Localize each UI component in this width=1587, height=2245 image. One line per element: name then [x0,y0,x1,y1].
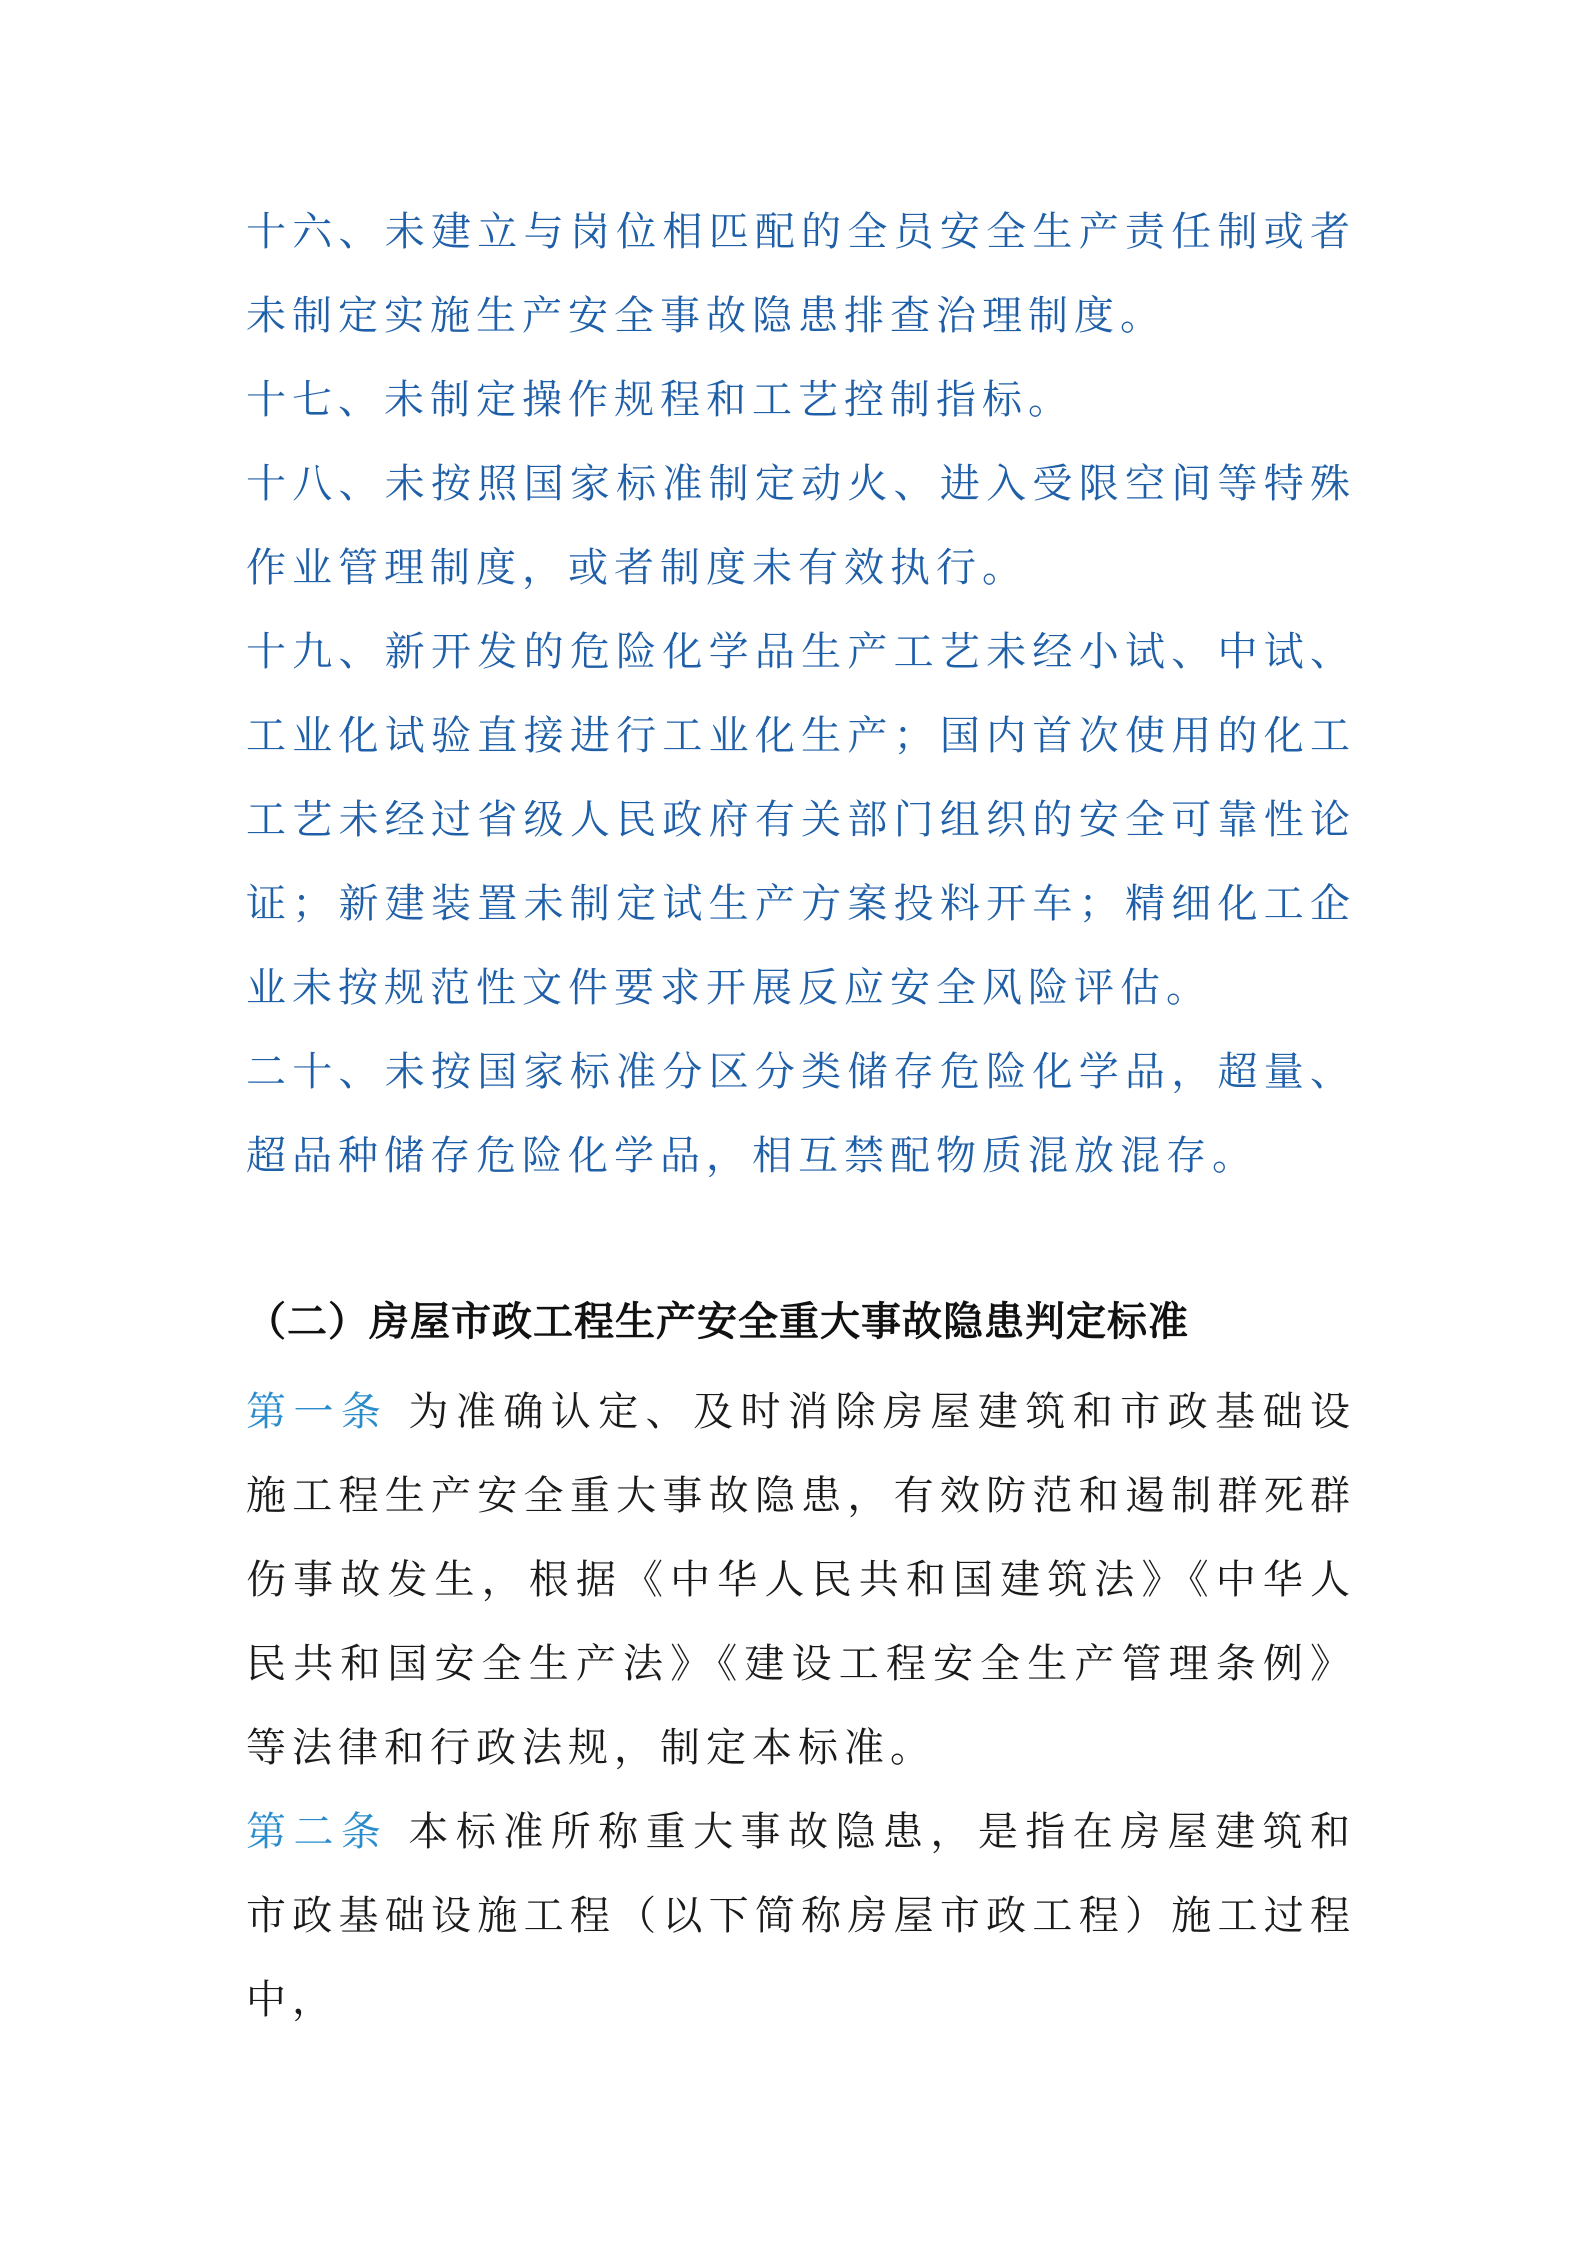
article-2-text: 本标准所称重大事故隐患，是指在房屋建筑和市政基础设施工程（以下简称房屋市政工程）施工过程中， [246,1809,1357,2023]
list-item-20: 二十、未按国家标准分区分类储存危险化学品，超量、超品种储存危险化学品，相互禁配物质混放混存。 [246,1049,1356,1179]
list-item-19: 十九、新开发的危险化学品生产工艺未经小试、中试、工业化试验直接进行工业化生产；国内首次使用的化工工艺未经过省级人民政府有关部门组织的安全可靠性论证；新建装置未制定试生产方案投料开车；精细化工企业未按规范性文件要求开展反应安全风险评估。 [246,629,1356,1011]
articles [246,1370,1356,2042]
article-1-label: 第一条 [246,1389,389,1435]
article-1-text: 为准确认定、及时消除房屋建筑和市政基础设施工程生产安全重大事故隐患，有效防范和遏制群死群伤事故发生，根据《中华人民共和国建筑法》《中华人民共和国安全生产法》《建设工程安全生产管理条例》等法律和行政法规，制定本标准。 [246,1389,1357,1771]
list-item-17: 十七、未制定操作规程和工艺控制指标。 [246,377,1074,423]
list-item-18: 十八、未按照国家标准制定动火、进入受限空间等特殊作业管理制度，或者制度未有效执行。 [246,461,1356,591]
section-heading: （二）房屋市政工程生产安全重大事故隐患判定标准 [246,1299,1189,1345]
list-item-16: 十六、未建立与岗位相匹配的全员安全生产责任制或者未制定实施生产安全事故隐患排查治理制度。 [246,209,1356,339]
article-2 [246,1790,1356,2042]
hazard-criteria-list [246,190,1356,1198]
article-1 [246,1370,1356,1790]
article-2-label: 第二条 [246,1809,389,1855]
